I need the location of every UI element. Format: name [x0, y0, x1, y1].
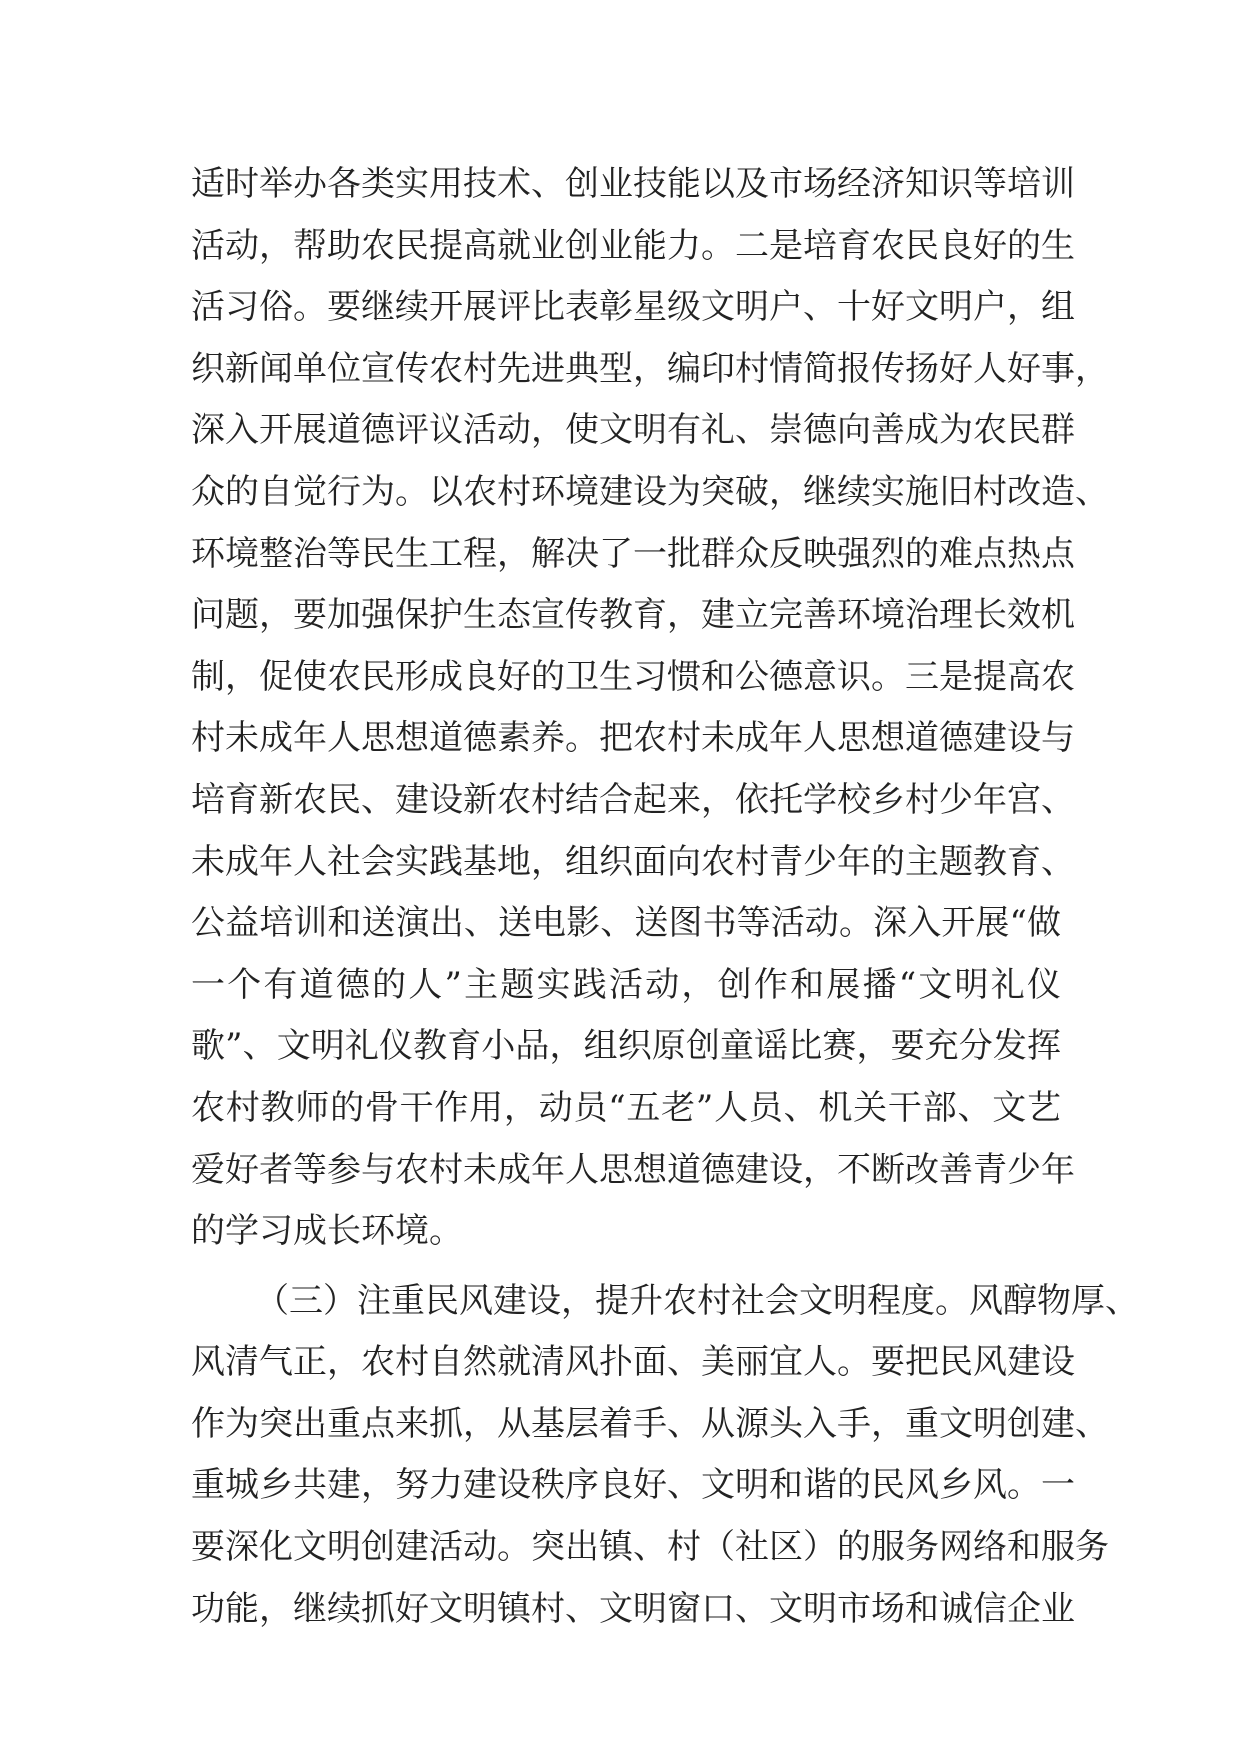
text-line: 歌”、文明礼仪教育小品，组织原创童谣比赛，要充分发挥 [191, 1026, 1061, 1067]
text-line: 深入开展道德评议活动，使文明有礼、崇德向善成为农民群 [191, 410, 1075, 451]
text-line: 风清气正，农村自然就清风扑面、美丽宜人。要把民风建设 [191, 1342, 1075, 1383]
text-line: 重城乡共建，努力建设秩序良好、文明和谐的民风乡风。一 [191, 1465, 1075, 1506]
paragraph-2 [191, 1271, 1139, 1641]
text-line: 未成年人社会实践基地，组织面向农村青少年的主题教育、 [191, 841, 1075, 882]
text-line: 公益培训和送演出、送电影、送图书等活动。深入开展“做 [191, 903, 1061, 944]
text-line: 众的自觉行为。以农村环境建设为突破，继续实施旧村改造、 [191, 471, 1109, 512]
text-line: 织新闻单位宣传农村先进典型，编印村情简报传扬好人好事， [191, 348, 1109, 389]
text-line: 活习俗。要继续开展评比表彰星级文明户、十好文明户，组 [191, 287, 1075, 328]
text-line: 环境整治等民生工程，解决了一批群众反映强烈的难点热点 [191, 533, 1075, 574]
text-line: 制，促使农民形成良好的卫生习惯和公德意识。三是提高农 [191, 656, 1075, 697]
text-line: 农村教师的骨干作用，动员“五老”人员、机关干部、文艺 [191, 1087, 1061, 1128]
text-line: 功能，继续抓好文明镇村、文明窗口、文明市场和诚信企业 [191, 1588, 1075, 1629]
text-line: 活动，帮助农民提高就业创业能力。二是培育农民良好的生 [191, 225, 1075, 266]
text-line: 培育新农民、建设新农村结合起来，依托学校乡村少年宫、 [191, 779, 1075, 820]
paragraph-1 [191, 154, 1109, 1263]
text-line: 问题，要加强保护生态宣传教育，建立完善环境治理长效机 [191, 595, 1075, 636]
text-line: 要深化文明创建活动。突出镇、村（社区）的服务网络和服务 [191, 1527, 1109, 1568]
text-line: 适时举办各类实用技术、创业技能以及市场经济知识等培训 [191, 164, 1075, 204]
text-line: 作为突出重点来抓，从基层着手、从源头入手，重文明创建、 [191, 1403, 1109, 1444]
text-line: 村未成年人思想道德素养。把农村未成年人思想道德建设与 [191, 718, 1075, 759]
text-line: 一个有道德的人”主题实践活动，创作和展播“文明礼仪 [191, 964, 1061, 1005]
paragraph-gap [191, 1263, 1061, 1271]
body-text [191, 154, 1139, 1640]
text-line: 的学习成长环境。 [191, 1211, 463, 1252]
text-line: （三）注重民风建设，提升农村社会文明程度。风醇物厚、 [255, 1280, 1139, 1321]
text-line: 爱好者等参与农村未成年人思想道德建设，不断改善青少年 [191, 1149, 1075, 1190]
